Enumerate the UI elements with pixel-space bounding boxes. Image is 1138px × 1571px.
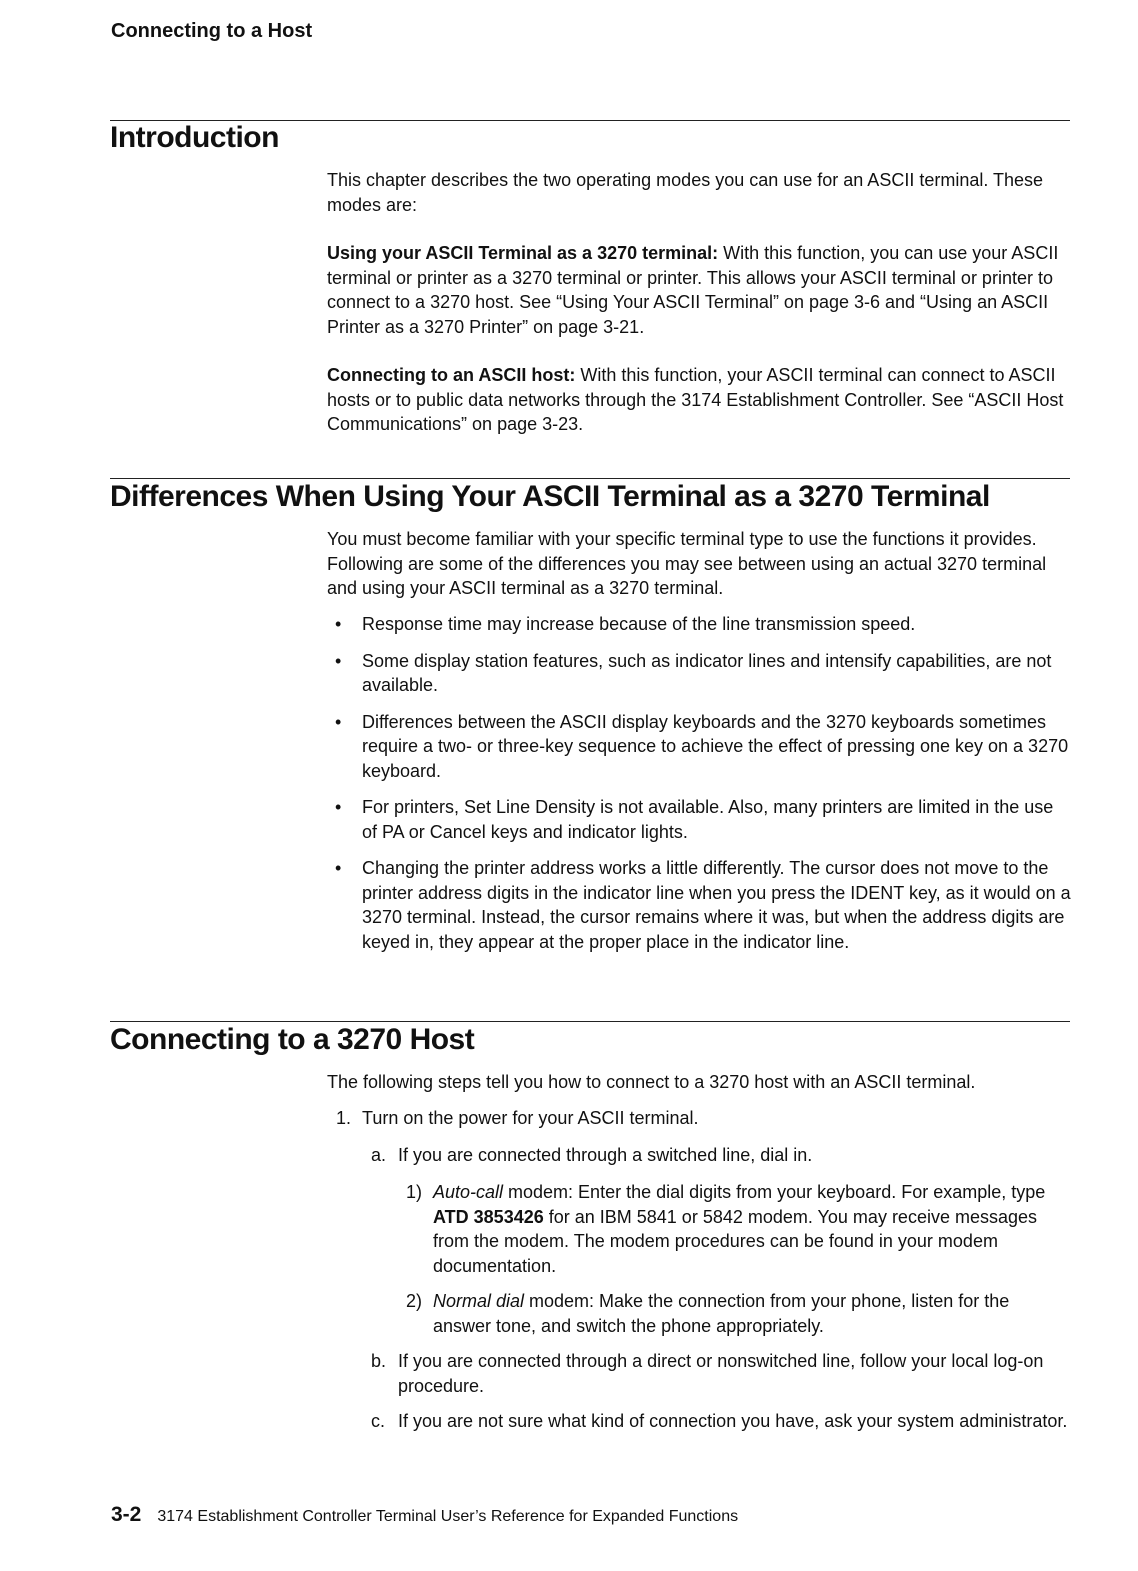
section-rule <box>110 478 1070 479</box>
intro-body <box>327 168 1072 437</box>
step-1a-2: 2) Normal dial modem: Make the connection from your phone, listen for the answer tone, and switch the phone appropriately. <box>406 1291 1010 1336</box>
bullet: • <box>335 797 342 817</box>
page-number: 3-2 <box>111 1503 142 1526</box>
mode-host-text: With this function, your ASCII terminal can connect to ASCII hosts or to public data networks through the 3174 Establishment Controller. See “ASCII Host Communications” on page 3-23. <box>327 365 1064 434</box>
mode-host-label: Connecting to an ASCII host: <box>327 365 576 385</box>
bullet: • <box>335 614 342 634</box>
step-1: 1. Turn on the power for your ASCII terminal. <box>336 1108 699 1128</box>
page-footer <box>111 1503 738 1527</box>
running-header: Connecting to a Host <box>111 20 313 42</box>
list-item: • Changing the printer address works a little differently. The cursor does not move to the printer address digits in the indicator line when you press the IDENT key, as it would on a 3270 terminal. Instead, the cursor remains where it was, but when the address digits are keyed in, they appear at the proper place in the indicator line. <box>335 858 1071 952</box>
connecting-intro: The following steps tell you how to connect to a 3270 host with an ASCII terminal. <box>327 1072 976 1092</box>
differences-list <box>327 612 1072 966</box>
heading-differences: Differences When Using Your ASCII Terminal as a 3270 Terminal <box>110 480 990 513</box>
heading-connecting: Connecting to a 3270 Host <box>110 1023 475 1056</box>
step-1a-1: 1) Auto-call modem: Enter the dial digits from your keyboard. For example, type ATD 3853426 for an IBM 5841 or 5842 modem. You may receive messages from the modem. The modem procedures can be found in your modem documentation. <box>406 1182 1046 1276</box>
list-item: • Differences between the ASCII display keyboards and the 3270 keyboards sometimes require a two- or three-key sequence to achieve the effect of pressing one key on a 3270 keyboard. <box>335 711 1069 781</box>
mode-terminal-label: Using your ASCII Terminal as a 3270 terminal: <box>327 243 719 263</box>
mode-terminal-paragraph <box>327 241 1072 339</box>
intro-paragraph: This chapter describes the two operating modes you can use for an ASCII terminal. These modes are: <box>327 170 1044 215</box>
step-1c: c. If you are not sure what kind of connection you have, ask your system administrator. <box>371 1411 1068 1431</box>
bullet: • <box>335 858 342 878</box>
mode-terminal-text: With this function, you can use your ASCII terminal or printer as a 3270 terminal or printer. This allows your ASCII terminal or printer to connect to a 3270 host. See “Using Your ASCII Terminal” on page 3-6 and “Using an ASCII Printer as a 3270 Printer” on page 3-21. <box>327 243 1059 337</box>
list-item: • Response time may increase because of the line transmission speed. <box>327 612 1072 637</box>
list-item: • For printers, Set Line Density is not available. Also, many printers are limited in the use of PA or Cancel keys and indicator lights. <box>335 797 1054 842</box>
mode-host-paragraph <box>327 363 1072 437</box>
step-1a: a. If you are connected through a switched line, dial in. <box>371 1145 813 1165</box>
step-1b: b. If you are connected through a direct or nonswitched line, follow your local log-on procedure. <box>371 1351 1044 1396</box>
differences-intro: You must become familiar with your specific terminal type to use the functions it provides. Following are some of the differences you may see between using an actual 3270 terminal and using your ASCII terminal as a 3270 terminal. <box>327 529 1047 598</box>
list-item: • Some display station features, such as indicator lines and intensify capabilities, are not available. <box>335 650 1052 695</box>
heading-introduction: Introduction <box>110 121 279 154</box>
bullet: • <box>335 711 342 732</box>
bullet: • <box>335 650 342 671</box>
book-title: 3174 Establishment Controller Terminal User’s Reference for Expanded Functions <box>157 1508 739 1525</box>
section-rule <box>110 1021 1070 1022</box>
